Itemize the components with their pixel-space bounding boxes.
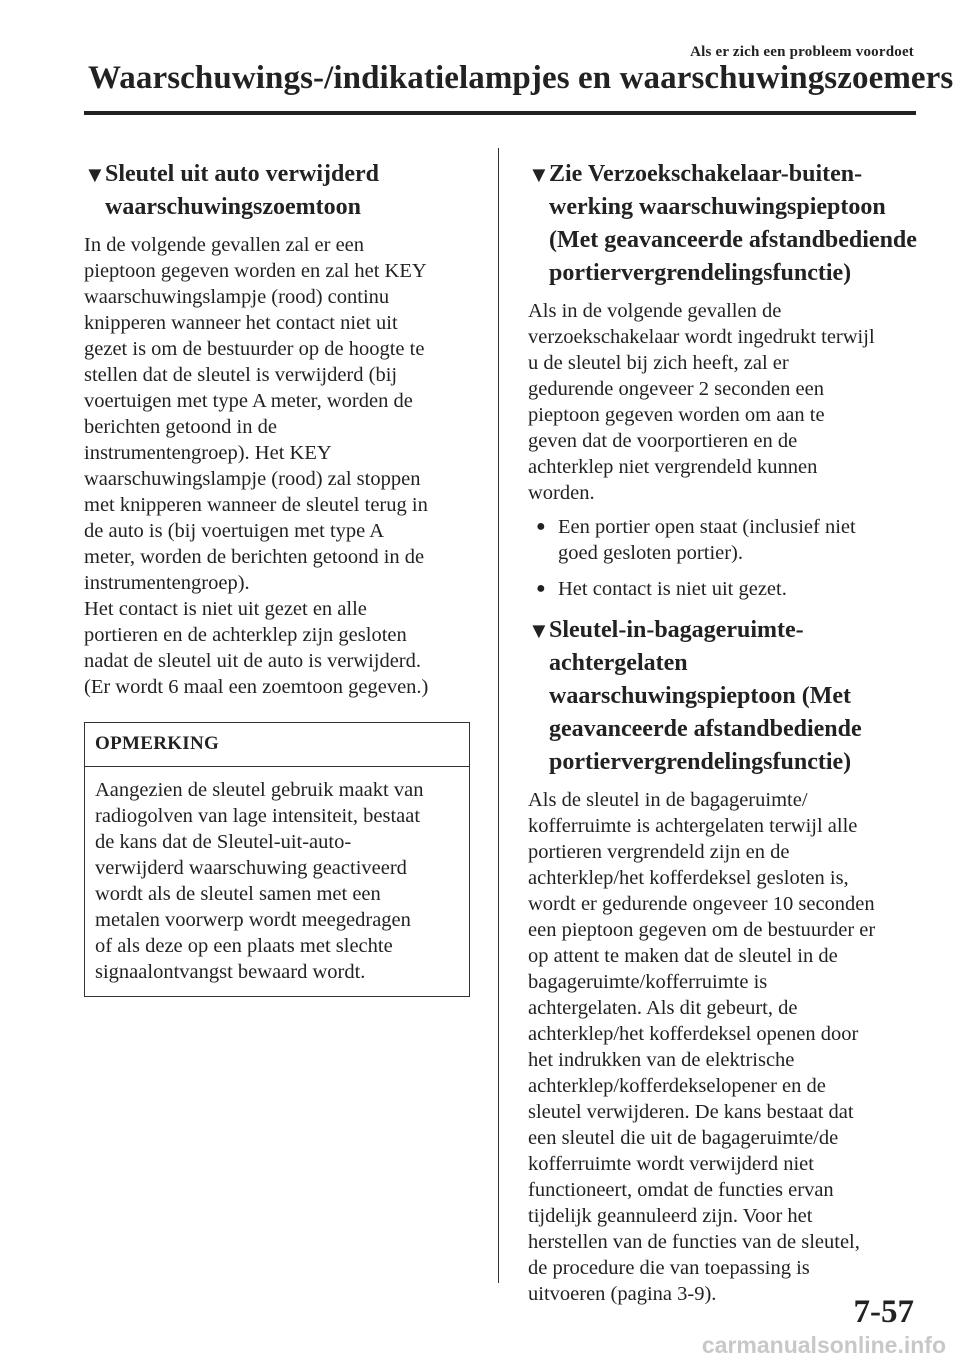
note-body: Aangezien de sleutel gebruik maakt van radiogolven van lage intensiteit, bestaat de kans dat de Sleutel-uit-auto- verwijderd waarschuwing geactiveerd wordt als de sleutel samen met een metalen voorwerp wordt meegedragen of als deze op een plaats met slechte signaalontvangst bewaard wordt.: [95, 779, 424, 983]
section-paragraph: Als in de volgende gevallen de verzoekschakelaar wordt ingedrukt terwijl u de sleutel bij zich heeft, zal er gedurende ongeveer 2 seconden een pieptoon gegeven worden om aan te geven dat de voorportieren en de achterklep niet vergrendeld kunnen worden.: [528, 300, 875, 504]
running-header-section: Als er zich een probleem voordoet: [690, 44, 914, 60]
page-number: 7-57: [853, 1294, 914, 1330]
list-item: [528, 576, 920, 602]
list-item: [528, 514, 920, 566]
triangle-marker-icon: ▼: [528, 618, 550, 643]
right-column: [528, 158, 920, 1307]
list-item-text: Een portier open staat (inclusief niet goed gesloten portier).: [558, 516, 856, 564]
note-title: OPMERKING: [85, 723, 469, 767]
header-rule: [84, 111, 916, 115]
section-heading-key-in-luggage: [528, 614, 920, 779]
section-heading-text: Sleutel uit auto verwijderd waarschuwingszoemtoon: [105, 161, 379, 220]
section-heading-key-removed: [84, 158, 472, 224]
left-column: [84, 158, 472, 997]
watermark: carmanualsonline.info: [701, 1332, 946, 1358]
list-item-text: Het contact is niet uit gezet.: [558, 578, 787, 600]
note-box: [84, 722, 470, 997]
page-title: Waarschuwings-/indikatielampjes en waarschuwingszoemers: [88, 60, 954, 96]
bullet-icon: ●: [536, 518, 546, 535]
triangle-marker-icon: ▼: [84, 162, 106, 187]
section-heading-request-switch: [528, 158, 920, 290]
section-heading-text: Sleutel-in-bagageruimte- achtergelaten waarschuwingspieptoon (Met geavanceerde afstandbediende portiervergrendelingsfunctie): [549, 617, 862, 775]
triangle-marker-icon: ▼: [528, 162, 550, 187]
section-paragraph: Als de sleutel in de bagageruimte/ kofferruimte is achtergelaten terwijl alle portieren vergrendeld zijn en de achterklep/het kofferdeksel gesloten is, wordt er gedurende ongeveer 10 seconden een pieptoon gegeven om de bestuurder er op attent te maken dat de sleutel in de bagageruimte/kofferruimte is achtergelaten. Als dit gebeurt, de achterklep/het kofferdeksel openen door het indrukken van de elektrische achterklep/kofferdekselopener en de sleutel verwijderen. De kans bestaat dat een sleutel die uit de bagageruimte/de kofferruimte wordt verwijderd niet functioneert, omdat de functies ervan tijdelijk geannuleerd zijn. Voor het herstellen van de functies van de sleutel, de procedure die van toepassing is uitvoeren (pagina 3-9).: [528, 789, 876, 1305]
section-paragraph: In de volgende gevallen zal er een pieptoon gegeven worden en zal het KEY waarschuwingslampje (rood) continu knipperen wanneer het contact niet uit gezet is om de bestuurder op de hoogte te stellen dat de sleutel is verwijderd (bij voertuigen met type A meter, worden de berichten getoond in de instrumentengroep). Het KEY waarschuwingslampje (rood) zal stoppen met knipperen wanneer de sleutel terug in de auto is (bij voertuigen met type A meter, worden de berichten getoond in de instrumentengroep). Het contact is niet uit gezet en alle portieren en de achterklep zijn gesloten nadat de sleutel uit de auto is verwijderd. (Er wordt 6 maal een zoemtoon gegeven.): [84, 234, 429, 698]
section-heading-text: Zie Verzoekschakelaar-buiten- werking waarschuwingspieptoon (Met geavanceerde afstandbediende portiervergrendelingsfunctie): [549, 161, 917, 286]
bullet-icon: ●: [536, 580, 546, 597]
bullet-list: [528, 514, 920, 602]
column-divider: [498, 148, 499, 1283]
